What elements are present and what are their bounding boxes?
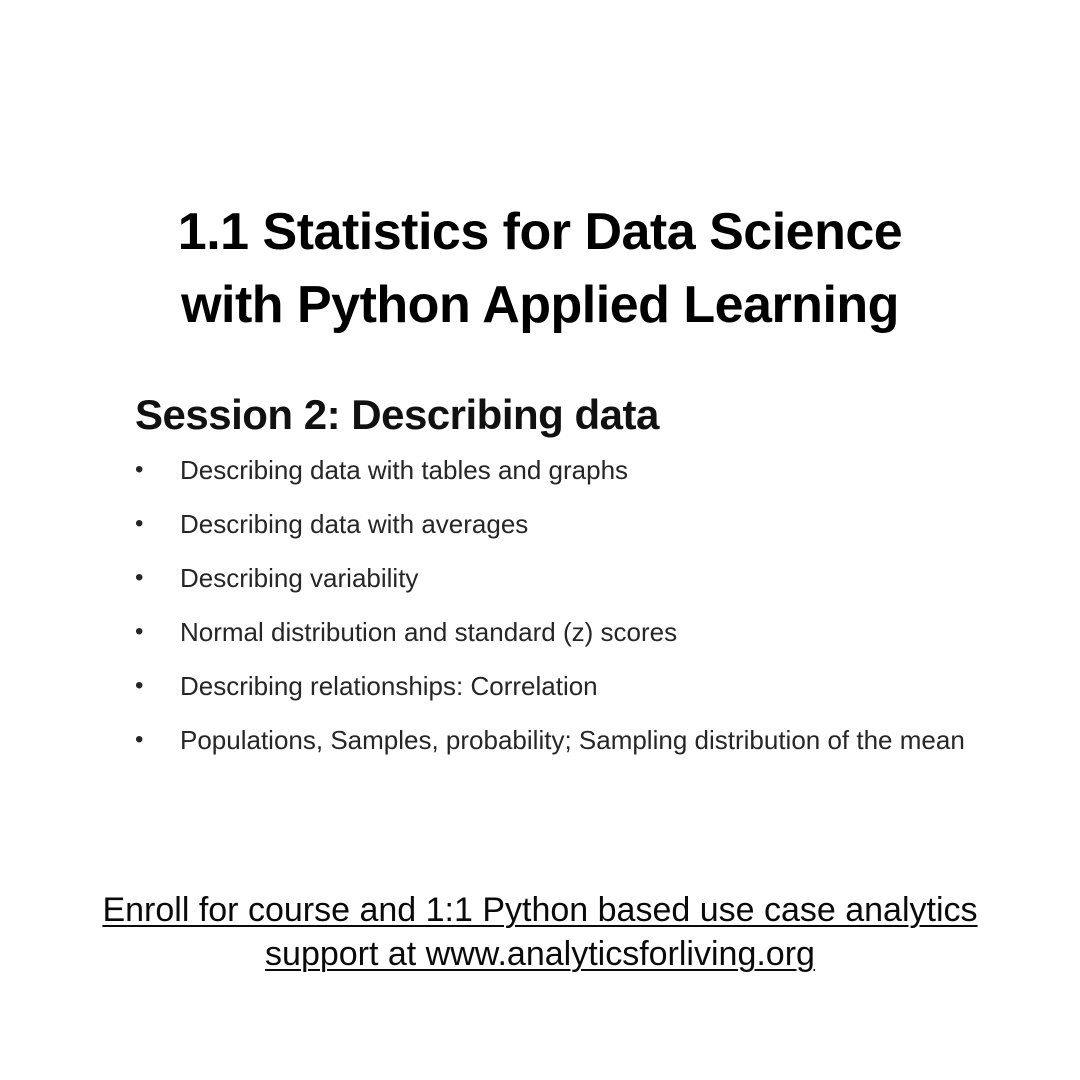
page-title	[0, 196, 1080, 342]
bullet-icon: •	[135, 672, 144, 699]
bullet-icon: •	[135, 456, 144, 483]
list-item	[135, 565, 1035, 591]
bullet-text: Describing variability	[180, 563, 419, 593]
session-bullet-list	[135, 457, 1035, 781]
bullet-icon: •	[135, 564, 144, 591]
bullet-text: Normal distribution and standard (z) scores	[180, 617, 678, 647]
list-item	[135, 727, 1035, 753]
bullet-icon: •	[135, 510, 144, 537]
bullet-text: Describing data with averages	[180, 509, 529, 539]
enroll-link-line-1[interactable]: Enroll for course and 1:1 Python based use case analytics	[102, 891, 978, 929]
bullet-icon: •	[135, 618, 144, 645]
bullet-text: Describing relationships: Correlation	[180, 671, 598, 701]
enroll-link-line-2[interactable]: support at www.analyticsforliving.org	[265, 935, 815, 973]
bullet-text: Populations, Samples, probability; Sampling distribution of the mean	[180, 725, 965, 755]
page-title-line-1: 1.1 Statistics for Data Science	[177, 203, 903, 261]
session-heading: Session 2: Describing data	[135, 391, 659, 438]
list-item	[135, 619, 1035, 645]
list-item	[135, 673, 1035, 699]
list-item	[135, 511, 1035, 537]
list-item	[135, 457, 1035, 483]
bullet-text: Describing data with tables and graphs	[180, 455, 629, 485]
page-title-line-2: with Python Applied Learning	[181, 276, 899, 334]
enroll-link[interactable]	[0, 888, 1080, 976]
bullet-icon: •	[135, 726, 144, 753]
